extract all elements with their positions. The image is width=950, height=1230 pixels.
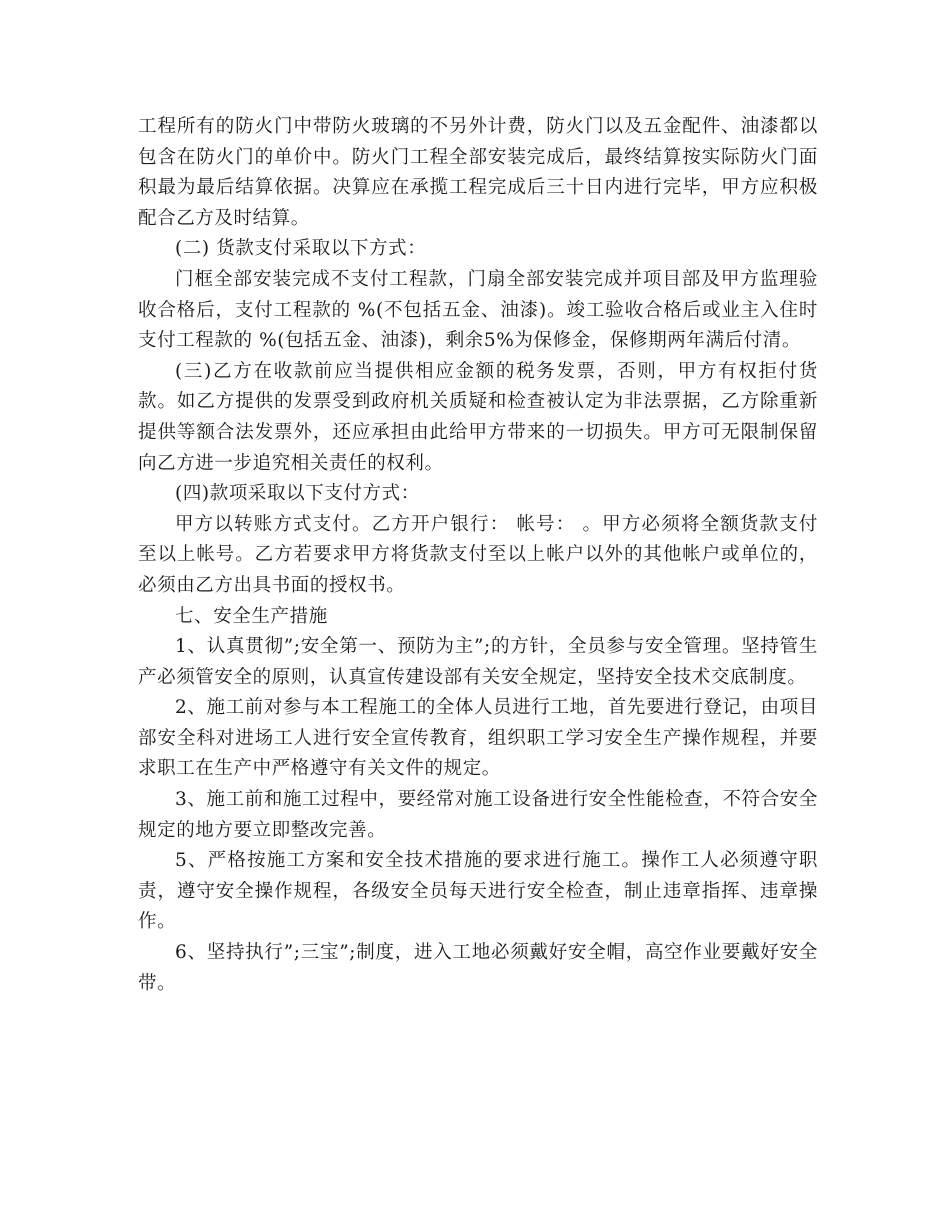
paragraph-safety-item-6: 6、坚持执行”;三宝”;制度，进入工地必须戴好安全帽，高空作业要戴好安全带。 xyxy=(138,942,818,994)
paragraph-safety-item-1: 1、认真贯彻”;安全第一、预防为主”;的方针，全员参与安全管理。坚持管生产必须管安全的原则，认真宣传建设部有关安全规定，坚持安全技术交底制度。 xyxy=(138,636,818,688)
paragraph-payment-schedule: 门框全部安装完成不支付工程款，门扇全部安装完成并项目部及甲方监理验收合格后，支付工程款的 %(不包括五金、油漆)。竣工验收合格后或业主入住时支付工程款的 %(包括五金、油漆)，剩余5%为保修金，保修期两年满后付清。 xyxy=(138,268,818,352)
heading-payment-method: (二) 货款支付采取以下方式： xyxy=(175,238,427,260)
paragraph-bank-transfer: 甲方以转账方式支付。乙方开户银行： 帐号： 。甲方必须将全额货款支付至以上帐号。乙方若要求甲方将货款支付至以上帐户以外的其他帐户或单位的，必须由乙方出具书面的授权书。 xyxy=(138,513,818,596)
paragraph-safety-item-2: 2、施工前对参与本工程施工的全体人员进行工地，首先要进行登记，由项目部安全科对进场工人进行安全宣传教育，组织职工学习安全生产操作规程，并要求职工在生产中严格遵守有关文件的规定。 xyxy=(138,697,818,780)
paragraph-safety-item-3: 3、施工前和施工过程中，要经常对施工设备进行安全性能检查，不符合安全规定的地方要立即整改完善。 xyxy=(138,789,818,841)
paragraph-safety-item-5: 5、严格按施工方案和安全技术措施的要求进行施工。操作工人必须遵守职责，遵守安全操作规程，各级安全员每天进行安全检查，制止违章指挥、违章操作。 xyxy=(138,850,818,933)
paragraph-fire-door-settlement: 工程所有的防火门中带防火玻璃的不另外计费，防火门以及五金配件、油漆都以包含在防火门的单价中。防火门工程全部安装完成后，最终结算按实际防火门面积最为最后结算依据。决算应在承揽工程完成后三十日内进行完毕，甲方应积极配合乙方及时结算。 xyxy=(138,116,818,229)
heading-safety-measures: 七、安全生产措施 xyxy=(175,605,328,627)
document-body xyxy=(138,112,818,999)
paragraph-tax-invoice: (三)乙方在收款前应当提供相应金额的税务发票，否则，甲方有权拒付货款。如乙方提供的发票受到政府机关质疑和检查被认定为非法票据，乙方除重新提供等额合法发票外，还应承担由此给甲方带来的一切损失。甲方可无限制保留向乙方进一步追究相关责任的权利。 xyxy=(138,360,818,474)
heading-transfer-method: (四)款项采取以下支付方式： xyxy=(175,483,420,505)
